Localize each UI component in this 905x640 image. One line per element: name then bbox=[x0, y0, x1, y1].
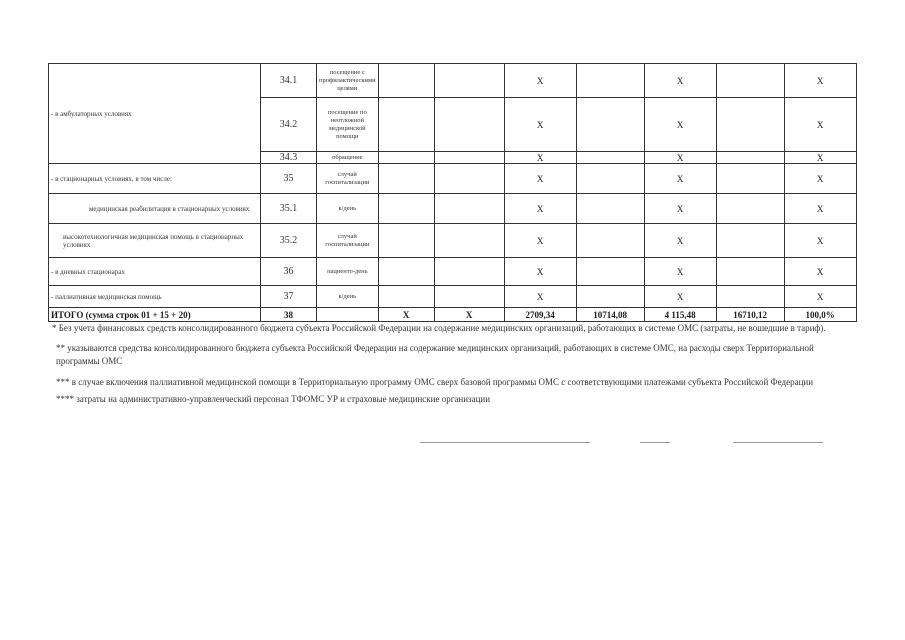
row-code: 34.3 bbox=[261, 152, 317, 164]
x-cell: X bbox=[644, 258, 716, 286]
empty-cell bbox=[378, 164, 434, 194]
total-x-cell: X bbox=[434, 308, 504, 322]
empty-cell bbox=[576, 152, 644, 164]
financing-table bbox=[48, 63, 857, 322]
empty-cell bbox=[434, 164, 504, 194]
footnotes bbox=[52, 322, 852, 406]
empty-cell bbox=[716, 152, 784, 164]
footnote: *** в случае включения паллиативной медицинской помощи в Территориальную программу ОМС сверх базовой программы ОМС с соответствующими платежами субъекта Российской Федерации bbox=[56, 377, 814, 387]
x-cell: X bbox=[504, 286, 576, 308]
x-cell: X bbox=[504, 64, 576, 98]
empty-cell bbox=[434, 98, 504, 152]
empty-cell bbox=[378, 286, 434, 308]
x-cell: X bbox=[504, 224, 576, 258]
row-unit: к/день bbox=[317, 286, 379, 308]
row-label: - в стационарных условиях, в том числе: bbox=[49, 164, 261, 194]
footnote: * Без учета финансовых средств консолидированного бюджета субъекта Российской Федерации на содержание медицинских организаций, работающих в системе ОМС (затраты, не вошедшие в тариф). bbox=[52, 323, 826, 333]
empty-cell bbox=[716, 286, 784, 308]
empty-cell bbox=[716, 224, 784, 258]
row-code: 34.1 bbox=[261, 64, 317, 98]
x-cell: X bbox=[644, 164, 716, 194]
empty-cell bbox=[317, 308, 379, 322]
empty-cell bbox=[716, 194, 784, 224]
empty-cell bbox=[576, 286, 644, 308]
x-cell: X bbox=[644, 152, 716, 164]
empty-cell bbox=[716, 164, 784, 194]
empty-cell bbox=[716, 98, 784, 152]
x-cell: X bbox=[504, 164, 576, 194]
table-row bbox=[49, 164, 857, 194]
x-cell: X bbox=[504, 152, 576, 164]
total-row bbox=[49, 308, 857, 322]
x-cell: X bbox=[644, 64, 716, 98]
row-label: - в амбулаторных условиях bbox=[49, 64, 261, 164]
x-cell: X bbox=[504, 258, 576, 286]
empty-cell bbox=[576, 224, 644, 258]
row-code: 35.2 bbox=[261, 224, 317, 258]
empty-cell bbox=[576, 194, 644, 224]
empty-cell bbox=[716, 258, 784, 286]
row-code: 34.2 bbox=[261, 98, 317, 152]
empty-cell bbox=[434, 64, 504, 98]
total-code: 38 bbox=[261, 308, 317, 322]
empty-cell bbox=[378, 194, 434, 224]
x-cell: X bbox=[784, 152, 856, 164]
x-cell: X bbox=[644, 224, 716, 258]
row-unit: обращение bbox=[317, 152, 379, 164]
x-cell: X bbox=[784, 98, 856, 152]
footnote: ** указываются средства консолидированного бюджета субъекта Российской Федерации на содержание медицинских организаций, работающих в системе ОМС, на расходы сверх Территориальной программы ОМС bbox=[56, 343, 814, 366]
total-value-2: 10714,08 bbox=[576, 308, 644, 322]
row-code: 35 bbox=[261, 164, 317, 194]
table-row bbox=[49, 194, 857, 224]
x-cell: X bbox=[784, 258, 856, 286]
empty-cell bbox=[378, 224, 434, 258]
x-cell: X bbox=[644, 286, 716, 308]
row-unit: к/день bbox=[317, 194, 379, 224]
signature-line bbox=[640, 442, 670, 443]
empty-cell bbox=[378, 64, 434, 98]
total-x-cell: X bbox=[378, 308, 434, 322]
total-label: ИТОГО (сумма строк 01 + 15 + 20) bbox=[49, 308, 261, 322]
x-cell: X bbox=[644, 194, 716, 224]
empty-cell bbox=[434, 286, 504, 308]
empty-cell bbox=[434, 224, 504, 258]
total-value-5: 100,0% bbox=[784, 308, 856, 322]
row-label: высокотехнологичная медицинская помощь в стационарных условиях bbox=[49, 224, 261, 258]
x-cell: X bbox=[784, 194, 856, 224]
empty-cell bbox=[434, 152, 504, 164]
row-unit: случай госпитализации bbox=[317, 224, 379, 258]
table-row bbox=[49, 286, 857, 308]
empty-cell bbox=[378, 258, 434, 286]
row-unit: пациенто-день bbox=[317, 258, 379, 286]
table-row bbox=[49, 224, 857, 258]
empty-cell bbox=[576, 164, 644, 194]
total-value-4: 16710,12 bbox=[716, 308, 784, 322]
table-row bbox=[49, 258, 857, 286]
x-cell: X bbox=[784, 286, 856, 308]
empty-cell bbox=[576, 64, 644, 98]
x-cell: X bbox=[784, 224, 856, 258]
empty-cell bbox=[716, 64, 784, 98]
empty-cell bbox=[378, 98, 434, 152]
x-cell: X bbox=[644, 98, 716, 152]
empty-cell bbox=[378, 152, 434, 164]
total-value-1: 2709,34 bbox=[504, 308, 576, 322]
row-code: 35.1 bbox=[261, 194, 317, 224]
row-label: медицинская реабилитация в стационарных условиях bbox=[49, 194, 261, 224]
x-cell: X bbox=[784, 164, 856, 194]
row-unit: посещение с профилактическими целями bbox=[317, 64, 379, 98]
row-unit: случай госпитализации bbox=[317, 164, 379, 194]
empty-cell bbox=[434, 194, 504, 224]
row-unit: посещение по неотложной медицинской помощи bbox=[317, 98, 379, 152]
empty-cell bbox=[434, 258, 504, 286]
signature-line bbox=[733, 442, 823, 443]
footnote: **** затраты на административно-управленческий персонал ТФОМС УР и страховые медицинские организации bbox=[56, 394, 491, 404]
x-cell: X bbox=[504, 98, 576, 152]
empty-cell bbox=[576, 258, 644, 286]
x-cell: X bbox=[504, 194, 576, 224]
total-value-3: 4 115,48 bbox=[644, 308, 716, 322]
signature-line bbox=[420, 442, 590, 443]
row-label: - в дневных стационарах bbox=[49, 258, 261, 286]
empty-cell bbox=[576, 98, 644, 152]
row-code: 37 bbox=[261, 286, 317, 308]
row-code: 36 bbox=[261, 258, 317, 286]
x-cell: X bbox=[784, 64, 856, 98]
row-label: - паллиативная медицинская помощь bbox=[49, 286, 261, 308]
table-row bbox=[49, 64, 857, 98]
